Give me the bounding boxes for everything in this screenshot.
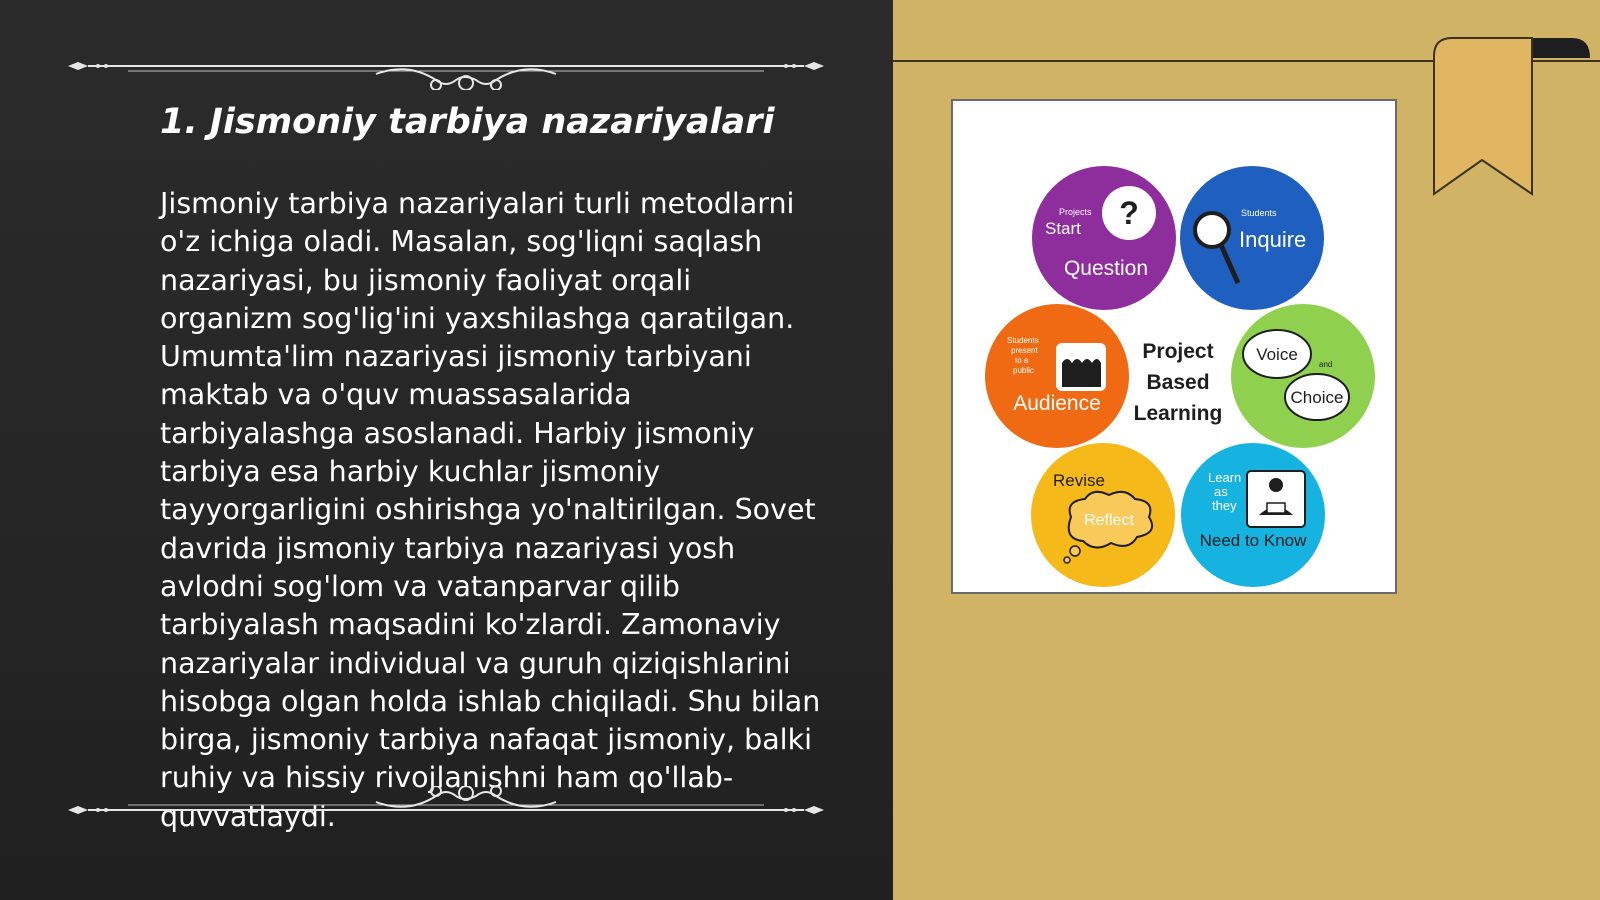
svg-text:present: present xyxy=(1011,346,1038,355)
reflect-label: Reflect xyxy=(1084,512,1134,529)
svg-text:they: they xyxy=(1212,498,1237,513)
svg-text:?: ? xyxy=(1119,195,1139,231)
bottom-ornament-divider xyxy=(68,786,824,826)
bookmark-ribbon-icon xyxy=(1432,36,1592,201)
start-question-circle xyxy=(1032,166,1176,310)
slide-title: 1. Jismoniy tarbiya nazariyalari xyxy=(160,102,775,142)
question-label: Question xyxy=(1063,257,1149,280)
slide-body-text: Jismoniy tarbiya nazariyalari turli metodlarni o'z ichiga oladi. Masalan, sog'liqni saqlash nazariyasi, bu jismoniy faoliyat orqali organizm sog'lig'ini yaxshilashga qaratilgan. Umumta'lim nazariyasi jismoniy tarbiyani maktab va o'quv muassasalarida tarbiyalashga asoslanadi. Harbiy jismoniy tarbiya esa harbiy kuchlar jismoniy tayyorgarligini oshirishga yo'naltirilgan. Sovet davrida jismoniy tarbiya nazariyasi yosh avlodni sog'lom va vatanparvar qilib tarbiyalash maqsadini ko'zlardi. Zamonaviy nazariyalar individual va guruh qiziqishlarini hisobga olgan holda ishlab chiqiladi. Shu bilan birga, jismoniy tarbiya nafaqat jismoniy, balki ruhiy va hissiy rivojlanishni ham qo'llab-quvvatlaydi. xyxy=(160,187,821,833)
inquire-small-label: Students xyxy=(1241,208,1277,218)
choice-label: Choice xyxy=(1290,388,1344,407)
voice-choice-circle xyxy=(1231,304,1375,448)
top-ornament-divider xyxy=(68,50,824,90)
svg-text:to a: to a xyxy=(1015,356,1029,365)
need-to-know-label: Need to Know xyxy=(1199,531,1307,550)
svg-text:Students: Students xyxy=(1007,336,1039,345)
center-label-line2: Based xyxy=(1146,371,1210,394)
voice-label: Voice xyxy=(1256,345,1298,364)
start-label: Start xyxy=(1045,219,1081,238)
audience-circle xyxy=(985,304,1129,448)
pbl-diagram-image xyxy=(951,99,1397,594)
start-circle-shape xyxy=(1032,166,1176,310)
need-to-know-circle xyxy=(1181,443,1325,587)
inquire-circle xyxy=(1180,166,1324,310)
svg-text:Learn: Learn xyxy=(1208,470,1242,485)
revise-reflect-circle xyxy=(1031,443,1175,587)
start-small-label: Projects xyxy=(1059,207,1092,217)
center-label-line1: Project xyxy=(1142,340,1214,363)
and-label: and xyxy=(1319,360,1333,369)
magnifier-icon xyxy=(1195,213,1229,247)
inquire-label: Inquire xyxy=(1239,227,1307,252)
svg-text:public: public xyxy=(1013,366,1034,375)
audience-label: Audience xyxy=(1013,392,1101,415)
revise-label: Revise xyxy=(1053,471,1105,490)
center-label-line3: Learning xyxy=(1133,402,1223,425)
svg-text:as: as xyxy=(1214,484,1228,499)
